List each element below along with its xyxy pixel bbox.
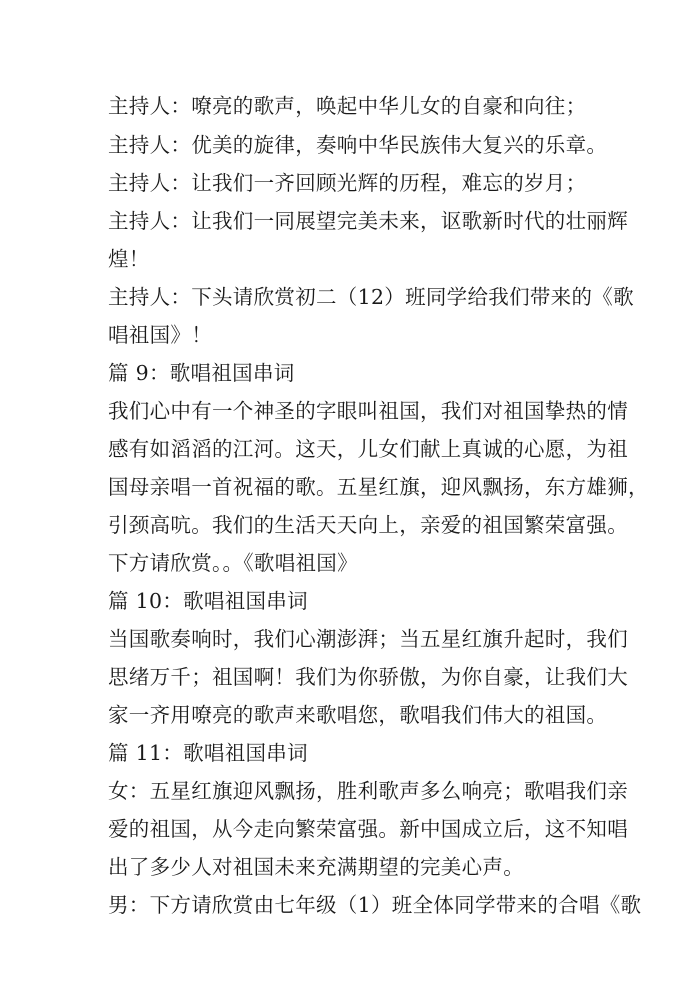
paragraph-line: 当国歌奏响时，我们心潮澎湃；当五星红旗升起时，我们 [108, 627, 628, 651]
paragraph-line: 感有如滔滔的江河。这天，儿女们献上真诚的心愿，为祖 [108, 437, 628, 461]
paragraph-line: 出了多少人对祖国未来充满期望的完美心声。 [108, 855, 524, 879]
host-line-5: 主持人：下头请欣赏初二（12）班同学给我们带来的《歌 [108, 285, 634, 309]
host-line-4-cont: 煌！ [108, 247, 150, 271]
paragraph-line: 家一齐用嘹亮的歌声来歌唱您，歌唱我们伟大的祖国。 [108, 703, 608, 727]
section-heading-11: 篇 11：歌唱祖国串词 [108, 741, 308, 765]
paragraph-line: 女：五星红旗迎风飘扬，胜利歌声多么响亮；歌唱我们亲 [108, 779, 628, 803]
host-line-3: 主持人：让我们一齐回顾光辉的历程，难忘的岁月； [108, 171, 587, 195]
host-line-4: 主持人：让我们一同展望完美未来，讴歌新时代的壮丽辉 [108, 209, 628, 233]
section-heading-9: 篇 9：歌唱祖国串词 [108, 361, 295, 385]
paragraph-line: 引颈高吭。我们的生活天天向上，亲爱的祖国繁荣富强。 [108, 513, 628, 537]
host-line-2: 主持人：优美的旋律，奏响中华民族伟大复兴的乐章。 [108, 133, 608, 157]
section-heading-10: 篇 10：歌唱祖国串词 [108, 589, 308, 613]
host-line-5-cont: 唱祖国》！ [108, 323, 212, 347]
paragraph-line: 下方请欣赏。。《歌唱祖国》 [108, 551, 358, 575]
paragraph-line: 爱的祖国，从今走向繁荣富强。新中国成立后，这不知唱 [108, 817, 628, 841]
paragraph-line: 我们心中有一个神圣的字眼叫祖国，我们对祖国挚热的情 [108, 399, 628, 423]
paragraph-line: 思绪万千；祖国啊！我们为你骄傲，为你自豪，让我们大 [108, 665, 628, 689]
paragraph-line: 男：下方请欣赏由七年级（1）班全体同学带来的合唱《歌 [108, 893, 642, 917]
host-line-1: 主持人：嘹亮的歌声，唤起中华儿女的自豪和向往； [108, 94, 587, 118]
paragraph-line: 国母亲唱一首祝福的歌。五星红旗，迎风飘扬，东方雄狮， [108, 475, 649, 499]
